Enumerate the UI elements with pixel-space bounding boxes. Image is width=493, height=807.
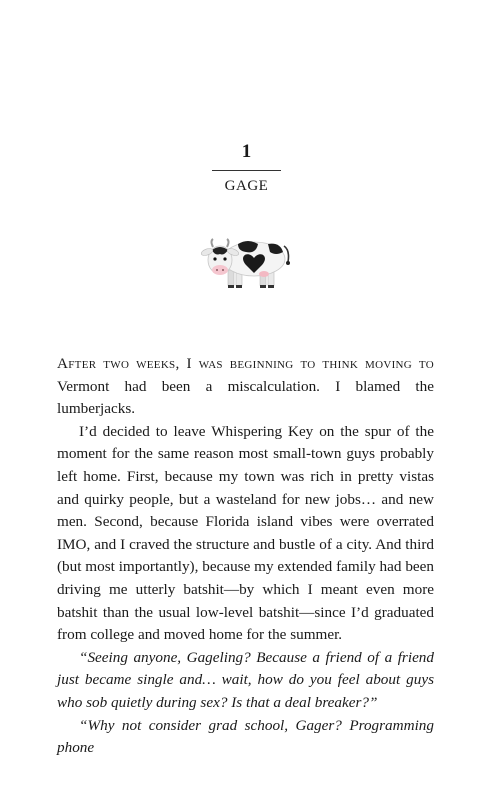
opening-small-caps: After two weeks, I was beginning to think moving to (57, 355, 434, 372)
chapter-number: 1 (241, 141, 252, 162)
paragraph-dialogue: “Why not consider grad school, Gager? Programming phone (57, 716, 434, 757)
cow-icon (198, 232, 294, 290)
chapter-title: GAGE (224, 178, 269, 194)
chapter-body (57, 353, 434, 760)
paragraph-opening (57, 353, 434, 421)
opening-rest: Vermont had been a miscalculation. I blamed the lumberjacks. (57, 377, 434, 418)
chapter-divider (212, 170, 281, 171)
paragraph: I’d decided to leave Whispering Key on the spur of the moment for the same reason most small-town guys probably left home. First, because my town was rich in pretty vistas and quirky people, but a wasteland for new jobs… and new men. Second, because Florida island vibes were overrated IMO, and I craved the structure and bustle of a city. And third (but most importantly), because my extended family had been driving me utterly batshit—by which I meant even more batshit than the usual low-level batshit—since I’d graduated from college and moved home for the summer. (57, 422, 434, 644)
paragraph-dialogue: “Seeing anyone, Gageling? Because a friend of a friend just became single and… wait, how do you feel about guys who sob quietly during sex? Is that a deal breaker?” (57, 648, 434, 711)
